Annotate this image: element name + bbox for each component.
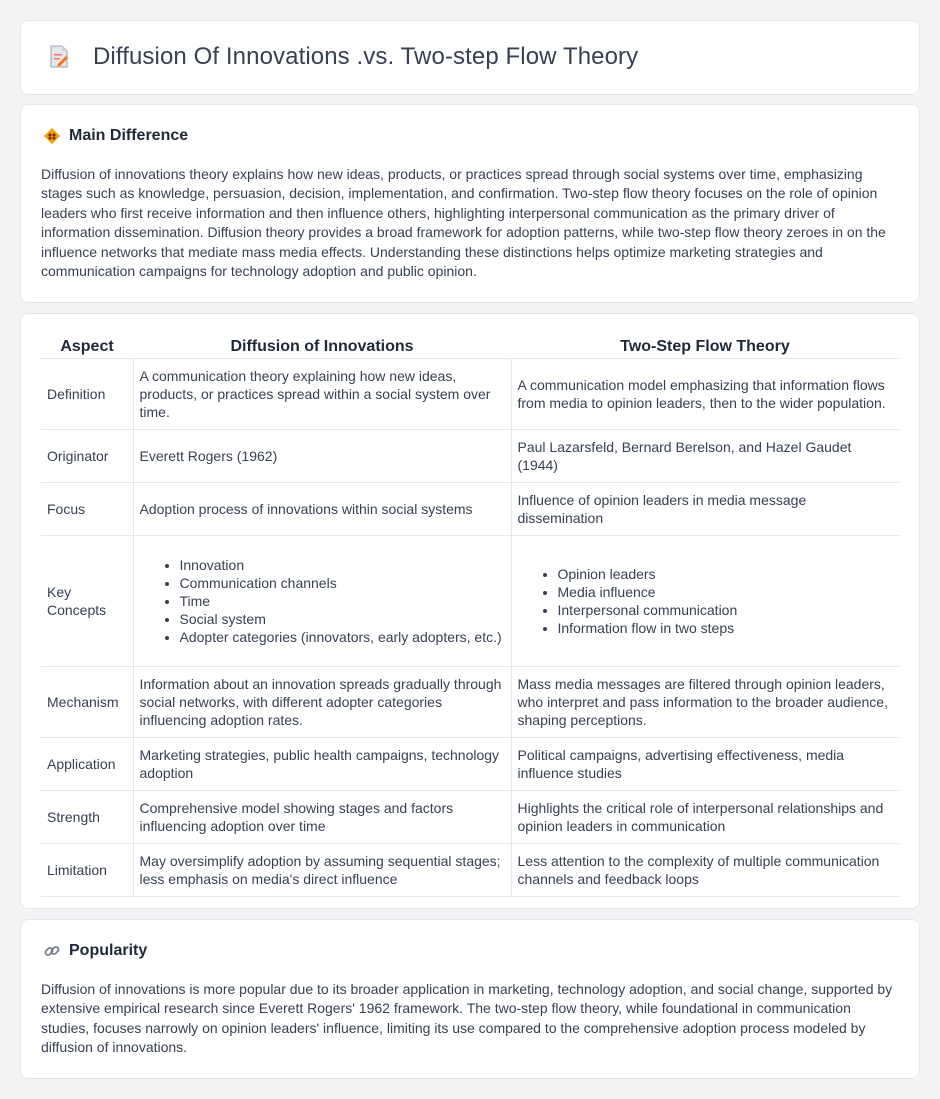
row-two-step-cell <box>511 536 899 667</box>
table-row <box>41 791 899 844</box>
title-row <box>45 43 638 71</box>
comparison-table <box>41 334 899 897</box>
page-title: Diffusion Of Innovations .vs. Two-step Flow Theory <box>93 43 639 70</box>
row-two-step-cell: Highlights the critical role of interpersonal relationships and opinion leaders in communication <box>511 791 899 844</box>
header-two-step: Two-Step Flow Theory <box>511 334 899 359</box>
list-item: • Media influence <box>558 583 894 601</box>
row-two-step-cell: Political campaigns, advertising effectiveness, media influence studies <box>511 738 899 791</box>
main-difference-card <box>20 104 920 303</box>
link-icon <box>43 942 61 960</box>
table-header-row <box>41 334 899 359</box>
list-item: • Communication channels <box>180 574 505 592</box>
row-aspect: Strength <box>41 791 133 844</box>
row-aspect: Originator <box>41 430 133 483</box>
main-difference-heading: Main Difference <box>69 127 189 144</box>
main-difference-text: Diffusion of innovations theory explains how new ideas, products, or practices spread through social systems over time, emphasizing stages such as knowledge, persuasion, decision, implementation, and confirmation. Two-step flow theory focuses on the role of opinion leaders who first receive information and then influence others, highlighting interpersonal communication as the primary driver of information dissemination. Diffusion theory provides a broad framework for adoption patterns, while two-step flow theory zeroes in on the influence networks that mediate mass media effects. Understanding these distinctions helps optimize marketing strategies and communication campaigns for technology adoption and public opinion. <box>41 166 886 280</box>
list-item: • Time <box>180 592 505 610</box>
row-diffusion-cell: A communication theory explaining how new ideas, products, or practices spread within a social system over time. <box>133 359 511 430</box>
list-item: • Interpersonal communication <box>558 601 894 619</box>
row-diffusion-cell: Marketing strategies, public health campaigns, technology adoption <box>133 738 511 791</box>
row-two-step-cell: A communication model emphasizing that information flows from media to opinion leaders, then to the wider population. <box>511 359 899 430</box>
list-item: • Adopter categories (innovators, early adopters, etc.) <box>180 628 505 646</box>
row-two-step-cell: Paul Lazarsfeld, Bernard Berelson, and Hazel Gaudet (1944) <box>511 430 899 483</box>
row-aspect: Limitation <box>41 844 133 897</box>
table-row <box>41 844 899 897</box>
row-aspect: Application <box>41 738 133 791</box>
row-diffusion-cell: Comprehensive model showing stages and factors influencing adoption over time <box>133 791 511 844</box>
popularity-heading: Popularity <box>69 942 148 959</box>
table-row <box>41 430 899 483</box>
header-aspect: Aspect <box>41 334 133 359</box>
popularity-header <box>43 942 147 960</box>
table-row <box>41 667 899 738</box>
list-item: • Innovation <box>180 556 505 574</box>
row-diffusion-cell: Adoption process of innovations within social systems <box>133 483 511 536</box>
popularity-card <box>20 919 920 1079</box>
table-row <box>41 483 899 536</box>
row-two-step-cell: Influence of opinion leaders in media message dissemination <box>511 483 899 536</box>
document-edit-icon <box>45 43 73 71</box>
row-diffusion-cell: Everett Rogers (1962) <box>133 430 511 483</box>
list-item: • Opinion leaders <box>558 565 894 583</box>
row-aspect: Mechanism <box>41 667 133 738</box>
table-row <box>41 738 899 791</box>
diffusion-key-concepts-list <box>140 556 505 646</box>
row-two-step-cell: Mass media messages are filtered through opinion leaders, who interpret and pass information to the broader audience, shaping perceptions. <box>511 667 899 738</box>
list-item: • Social system <box>180 610 505 628</box>
table-row <box>41 536 899 667</box>
title-card <box>20 20 920 95</box>
row-aspect: Key Concepts <box>41 536 133 667</box>
list-item: • Information flow in two steps <box>558 619 894 637</box>
row-aspect: Definition <box>41 359 133 430</box>
table-row <box>41 359 899 430</box>
row-diffusion-cell <box>133 536 511 667</box>
row-diffusion-cell: May oversimplify adoption by assuming sequential stages; less emphasis on media's direct influence <box>133 844 511 897</box>
main-difference-header <box>43 127 188 145</box>
comparison-card <box>20 313 920 909</box>
popularity-text: Diffusion of innovations is more popular due to its broader application in marketing, technology adoption, and social change, supported by extensive empirical research since Everett Rogers' 1962 framework. The two-step flow theory, while foundational in communication studies, focuses narrowly on opinion leaders' influence, limiting its use compared to the comprehensive adoption process modeled by diffusion of innovations. <box>41 981 893 1056</box>
two-step-key-concepts-list <box>518 565 894 637</box>
row-diffusion-cell: Information about an innovation spreads gradually through social networks, with different adopter categories influencing adoption rates. <box>133 667 511 738</box>
header-diffusion: Diffusion of Innovations <box>133 334 511 359</box>
row-aspect: Focus <box>41 483 133 536</box>
row-two-step-cell: Less attention to the complexity of multiple communication channels and feedback loops <box>511 844 899 897</box>
diamond-users-icon <box>43 127 61 145</box>
